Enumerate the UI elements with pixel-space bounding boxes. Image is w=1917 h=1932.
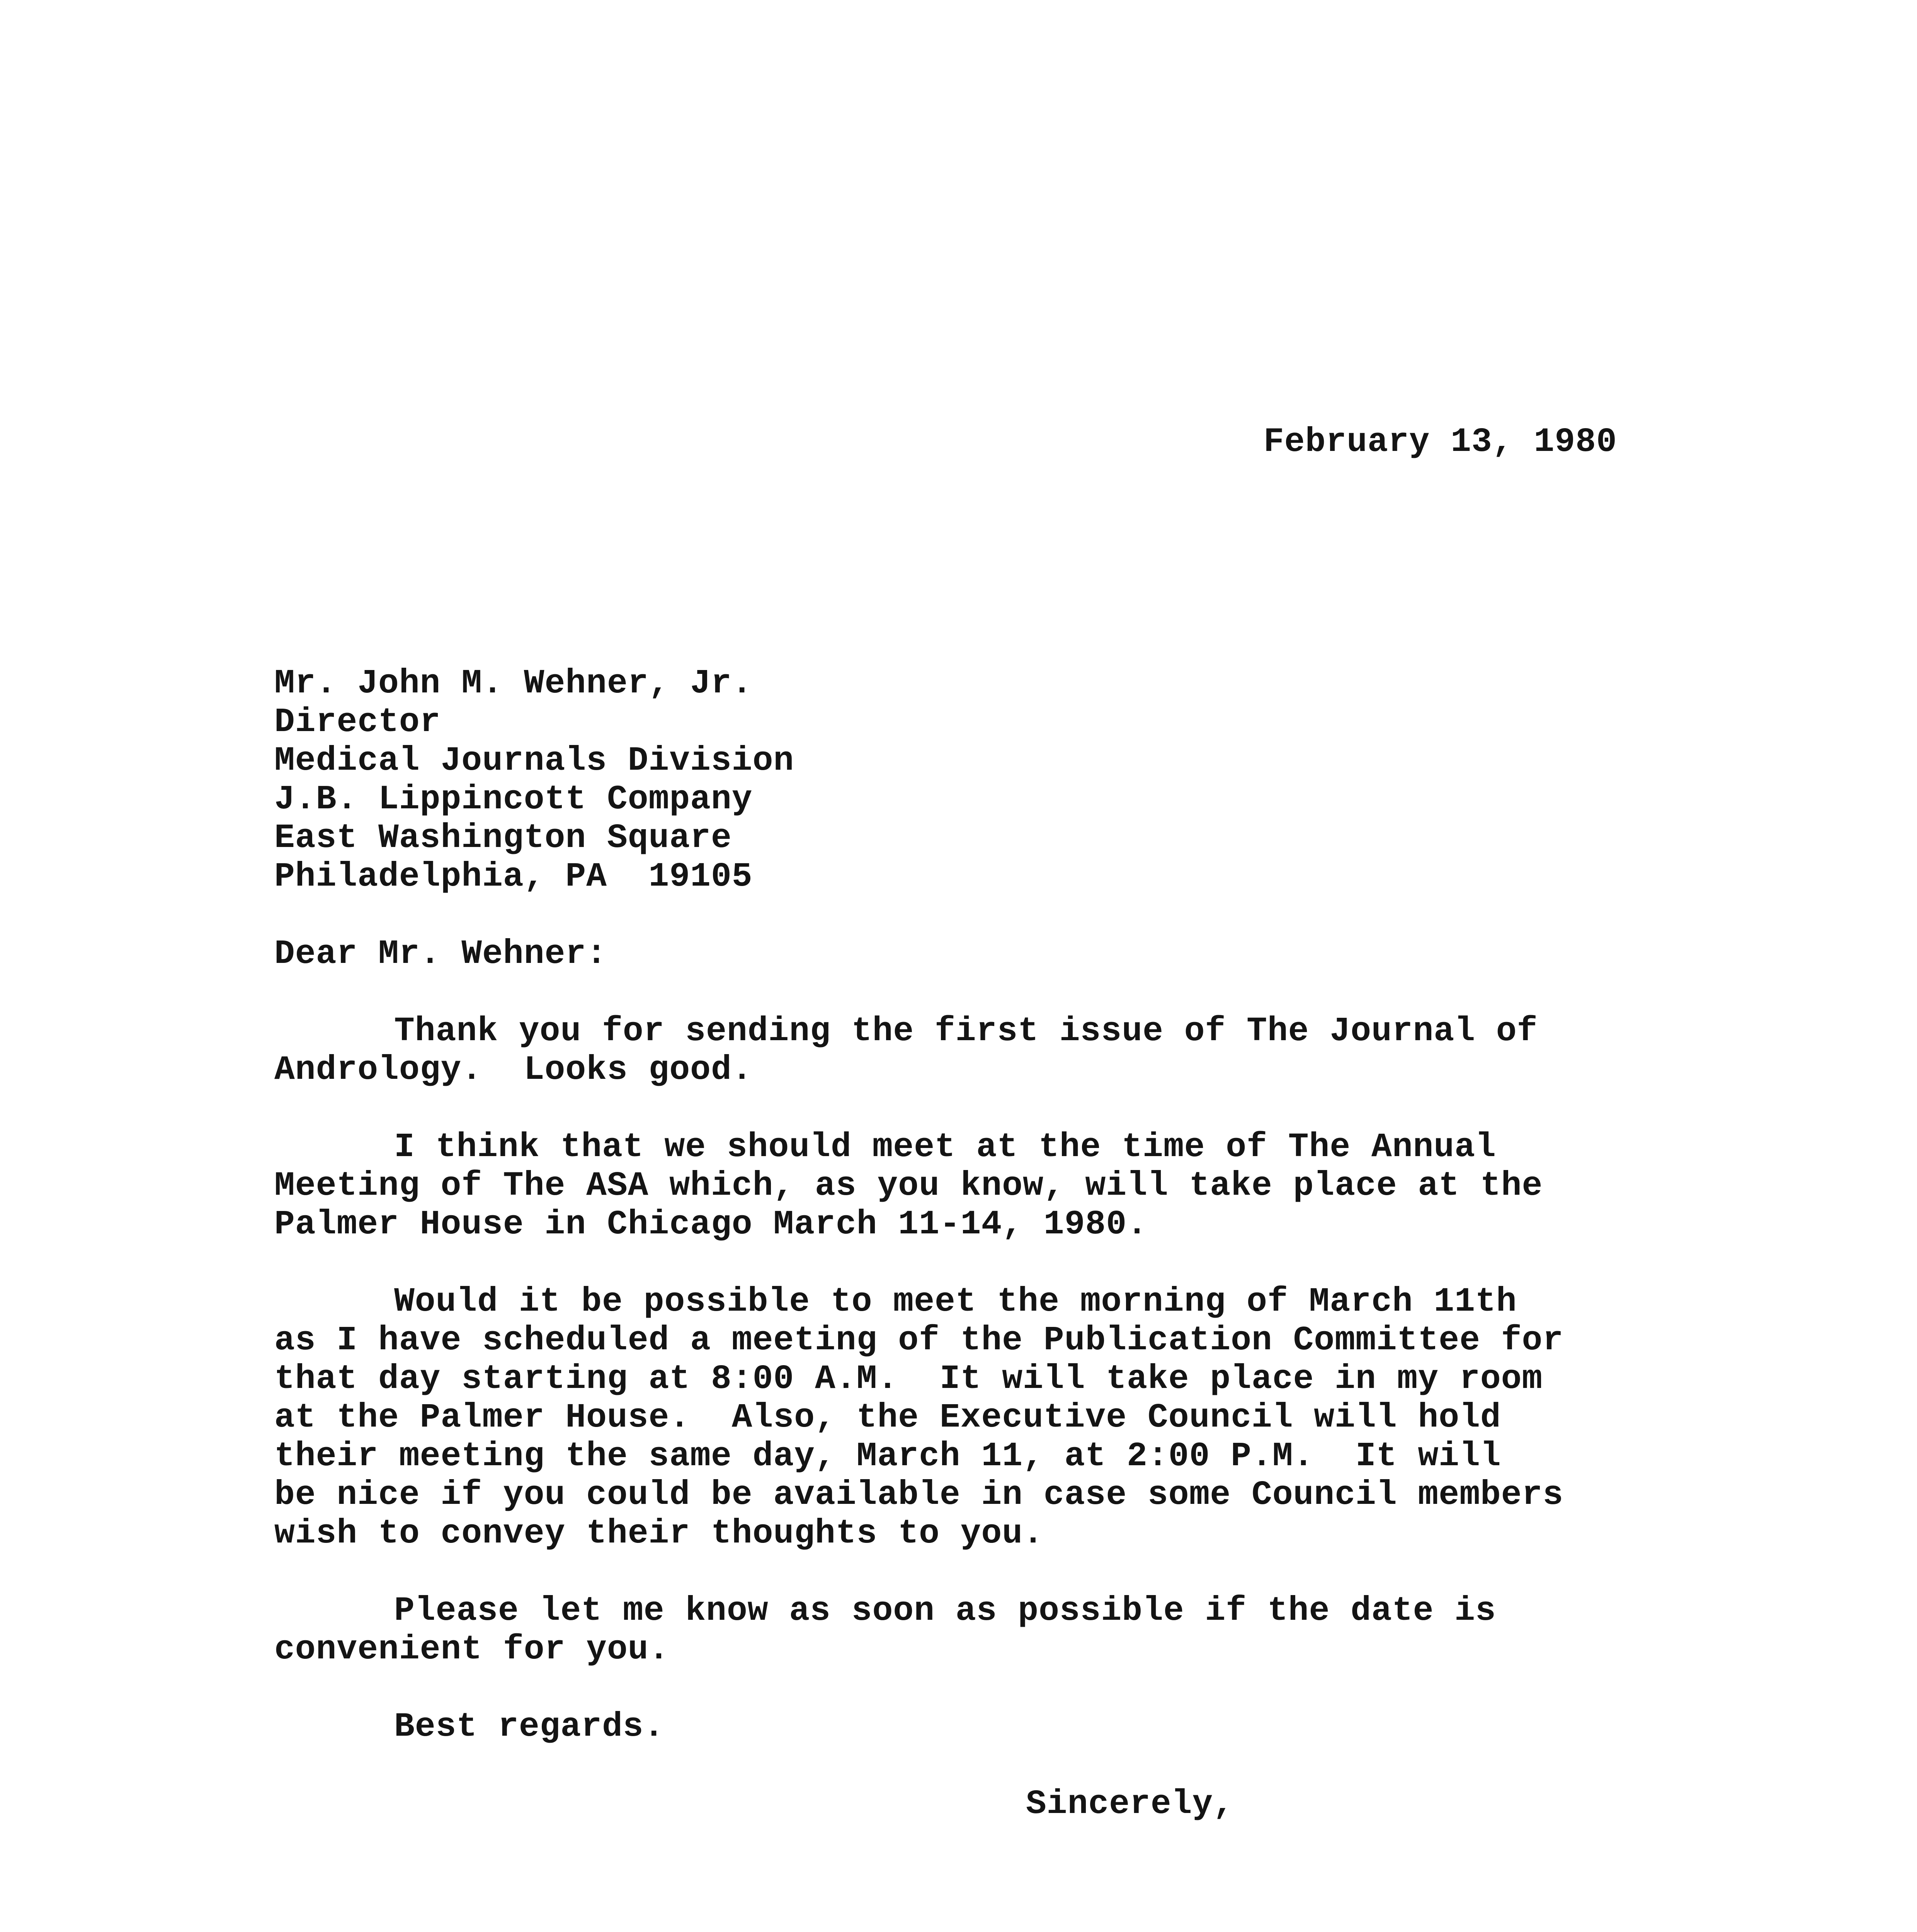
- paragraph-line: wish to convey their thoughts to you.: [274, 1515, 1044, 1553]
- paragraph-line: I think that we should meet at the time of The Annual: [394, 1128, 1496, 1167]
- paragraph-line: Would it be possible to meet the morning of March 11th: [394, 1283, 1517, 1321]
- recipient-street: East Washington Square: [274, 819, 732, 857]
- recipient-company: J.B. Lippincott Company: [274, 781, 753, 819]
- paragraph-line: Meeting of The ASA which, as you know, will take place at the: [274, 1167, 1543, 1205]
- closing: Sincerely,: [1026, 1785, 1234, 1823]
- recipient-name: Mr. John M. Wehner, Jr.: [274, 665, 753, 703]
- paragraph-line: at the Palmer House. Also, the Executive Council will hold: [274, 1399, 1501, 1437]
- recipient-city: Philadelphia, PA 19105: [274, 858, 753, 896]
- paragraph-line: that day starting at 8:00 A.M. It will take place in my room: [274, 1360, 1543, 1398]
- paragraph-line: be nice if you could be available in case some Council members: [274, 1476, 1564, 1514]
- letter-date: February 13, 1980: [1264, 423, 1617, 461]
- paragraph-line: as I have scheduled a meeting of the Publication Committee for: [274, 1321, 1564, 1360]
- recipient-division: Medical Journals Division: [274, 742, 794, 780]
- salutation: Dear Mr. Wehner:: [274, 935, 607, 973]
- paragraph-line: convenient for you.: [274, 1631, 670, 1669]
- recipient-title: Director: [274, 703, 441, 742]
- paragraph-line: Andrology. Looks good.: [274, 1051, 753, 1089]
- paragraph-line: Thank you for sending the first issue of The Journal of: [394, 1012, 1538, 1051]
- regards: Best regards.: [394, 1708, 665, 1746]
- paragraph-line: Palmer House in Chicago March 11-14, 1980.: [274, 1206, 1148, 1244]
- paragraph-line: their meeting the same day, March 11, at 2:00 P.M. It will: [274, 1437, 1501, 1476]
- paragraph-line: Please let me know as soon as possible if the date is: [394, 1592, 1496, 1630]
